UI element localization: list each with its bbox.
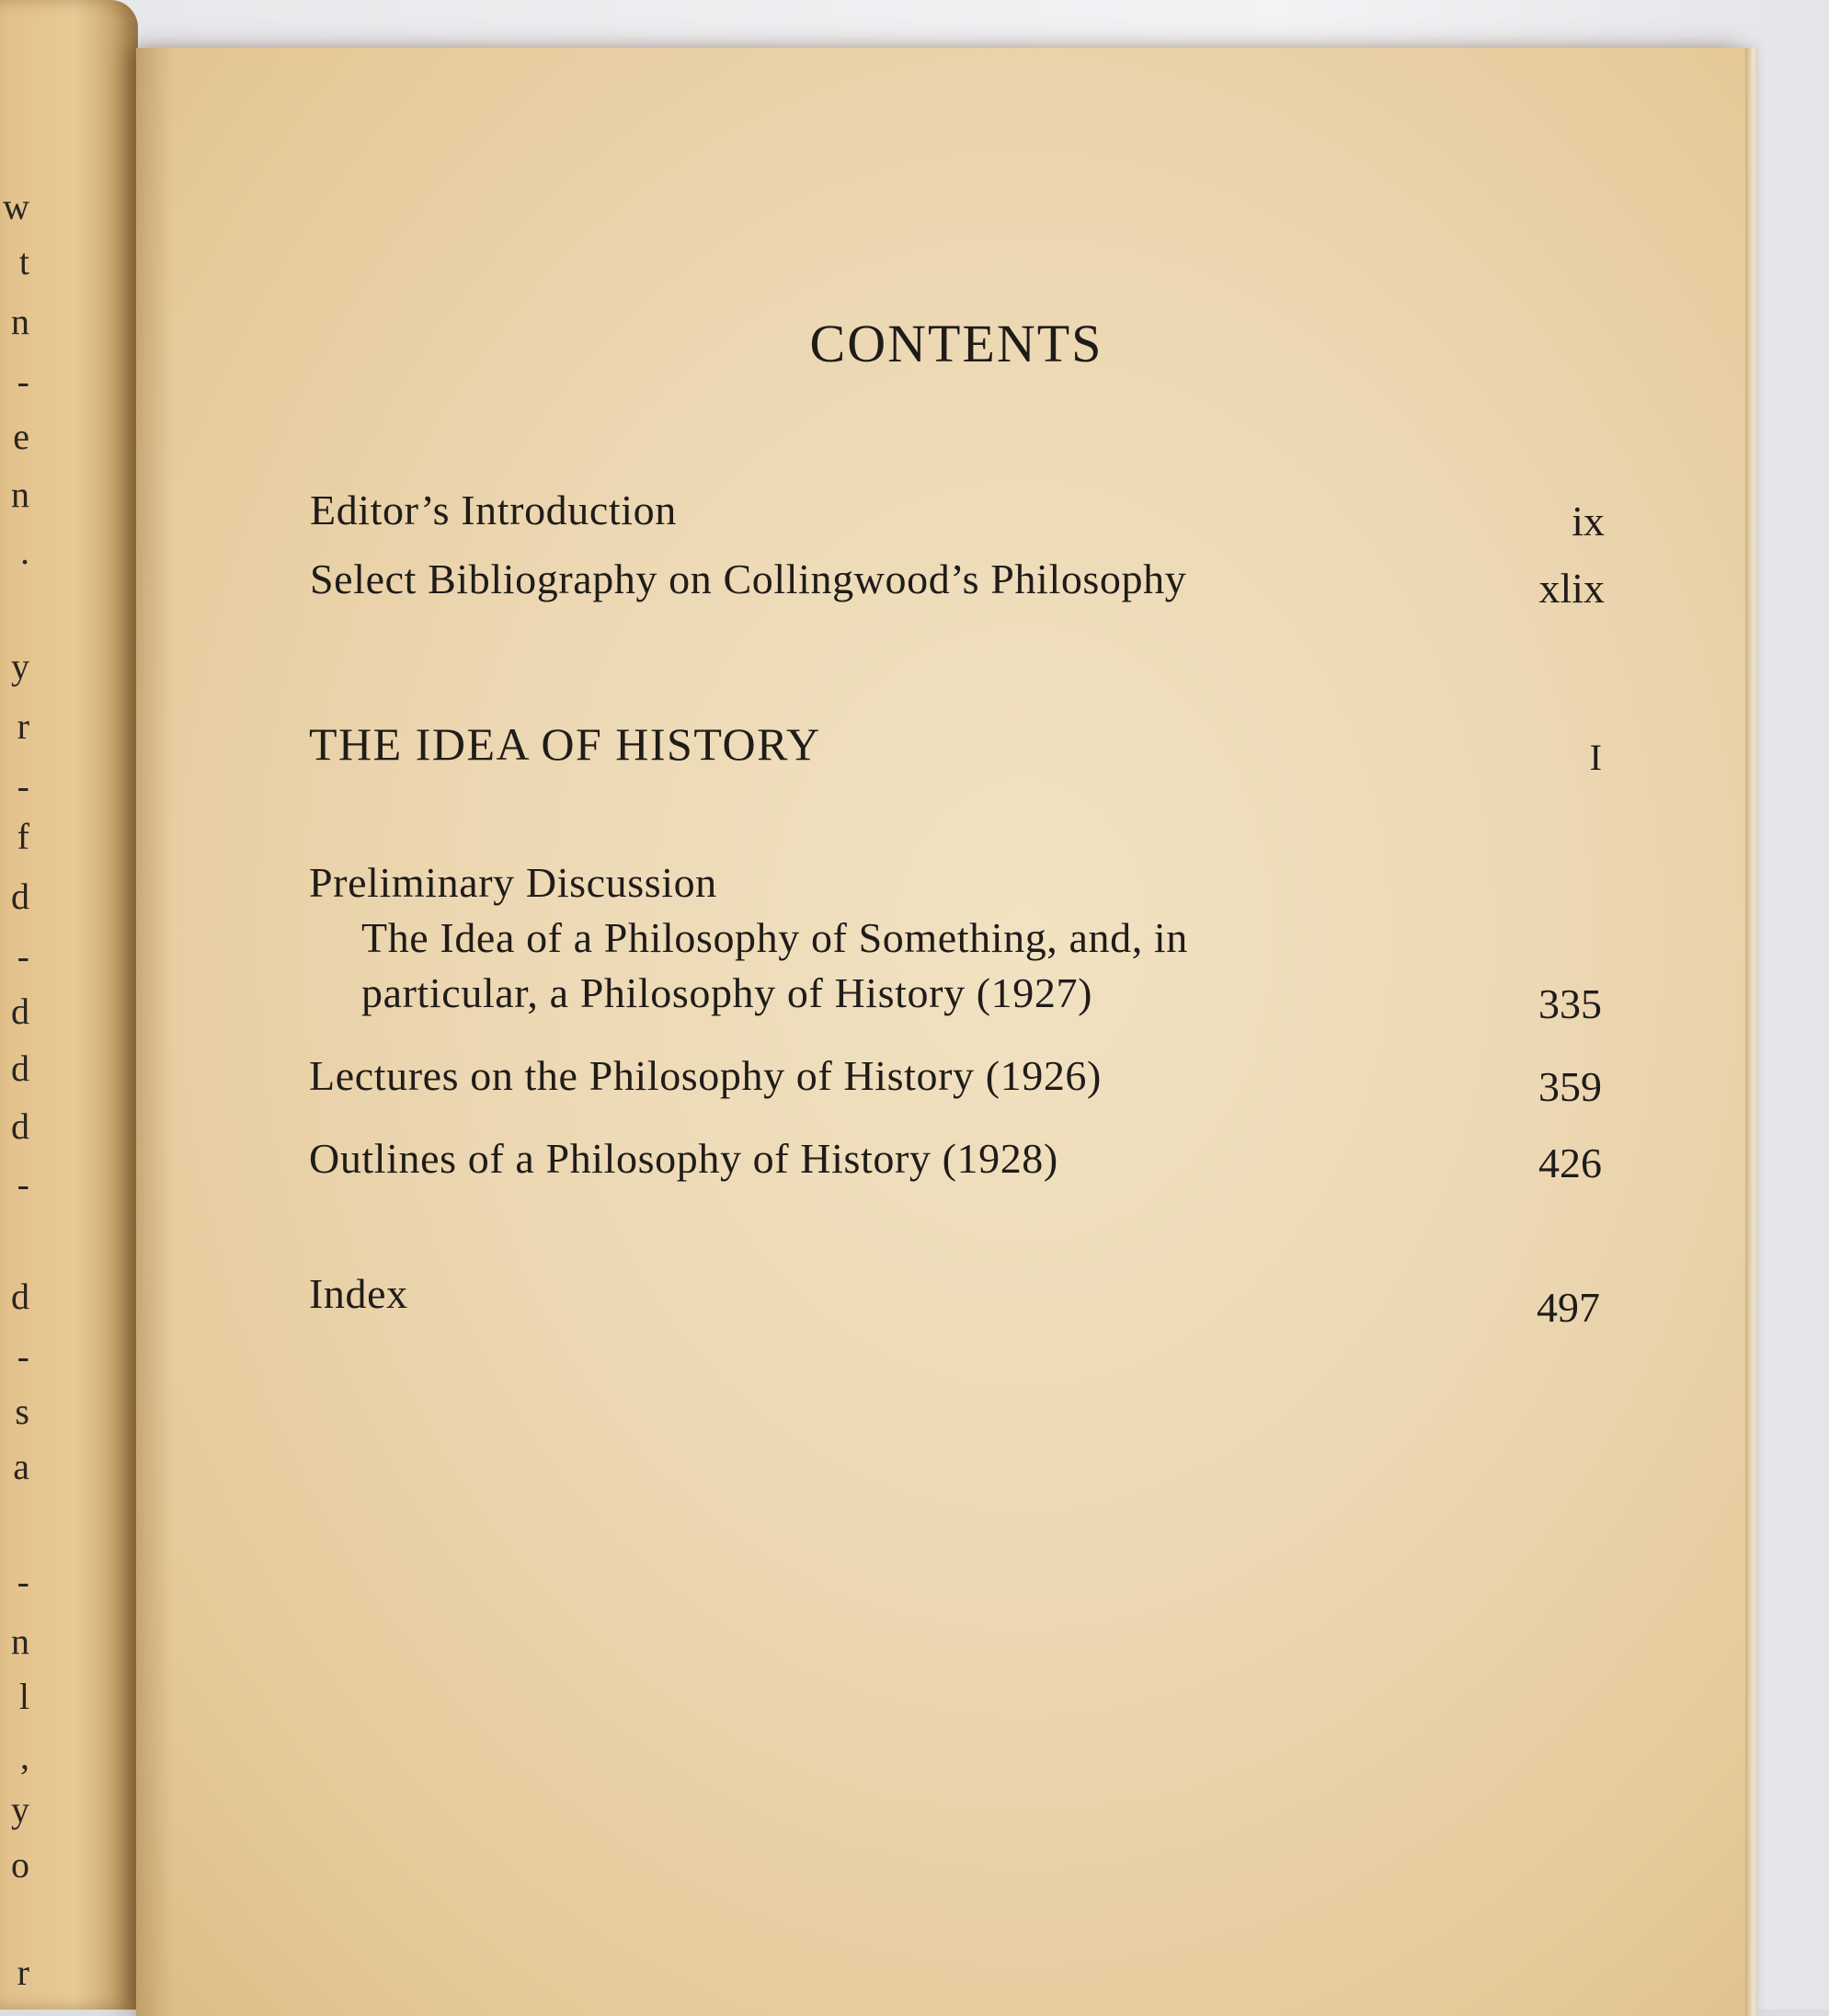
- facing-page-char: y: [11, 646, 29, 687]
- gutter-shadow: [136, 48, 173, 2016]
- facing-page-char: d: [11, 1276, 29, 1317]
- contents-heading: CONTENTS: [809, 314, 1103, 373]
- facing-page-char: .: [20, 531, 29, 572]
- facing-page-char: ,: [20, 1735, 29, 1777]
- toc-entry-page: ix: [1572, 498, 1605, 544]
- toc-entry-page: 497: [1537, 1284, 1600, 1331]
- toc-subentry-title: The Idea of a Philosophy of Something, and, in: [361, 914, 1188, 961]
- facing-page-char: y: [11, 1789, 29, 1830]
- toc-subentry-title: particular, a Philosophy of History (1927): [361, 969, 1093, 1016]
- facing-page-char: s: [15, 1391, 29, 1432]
- facing-page-char: n: [11, 1621, 29, 1662]
- page-fore-edge: [1745, 48, 1758, 2016]
- facing-page-char: -: [17, 361, 29, 402]
- facing-page-char: l: [18, 1676, 29, 1717]
- facing-page-char: -: [17, 1335, 29, 1377]
- toc-entry-title: Select Bibliography on Collingwood’s Philosophy: [310, 556, 1187, 602]
- toc-entry-page: 426: [1538, 1140, 1602, 1186]
- facing-page-char: -: [17, 1163, 29, 1205]
- facing-page-char: f: [17, 816, 29, 857]
- toc-section-heading: THE IDEA OF HISTORY: [309, 718, 821, 770]
- facing-page-char: r: [17, 1952, 29, 1993]
- facing-page-char: -: [17, 1561, 29, 1602]
- toc-entry-title: Outlines of a Philosophy of History (1928): [309, 1135, 1058, 1182]
- facing-page-text: [0, 0, 37, 2010]
- facing-page-char: r: [17, 705, 29, 747]
- facing-page-char: d: [11, 876, 29, 917]
- toc-entry-page: 335: [1538, 980, 1602, 1027]
- facing-page-char: d: [11, 1048, 29, 1089]
- toc-entry-title: Editor’s Introduction: [310, 487, 677, 533]
- facing-page-char: w: [3, 186, 29, 227]
- facing-page-char: e: [13, 416, 29, 457]
- toc-entry-title: Index: [309, 1270, 408, 1317]
- facing-page-char: d: [11, 991, 29, 1032]
- facing-page-char: -: [17, 765, 29, 807]
- toc-entry-page: 359: [1538, 1063, 1602, 1110]
- facing-page-char: a: [13, 1446, 29, 1487]
- facing-page-char: t: [18, 241, 29, 282]
- facing-page-char: n: [11, 301, 29, 342]
- facing-page-char: n: [11, 474, 29, 515]
- toc-entry-page: I: [1589, 737, 1602, 778]
- toc-entry-title: Lectures on the Philosophy of History (1926): [309, 1052, 1102, 1099]
- toc-entry-title: Preliminary Discussion: [309, 859, 717, 906]
- facing-page-char: -: [17, 935, 29, 977]
- facing-page-char: o: [11, 1844, 29, 1885]
- toc-entry-page: xlix: [1538, 565, 1605, 612]
- facing-page-char: d: [11, 1105, 29, 1147]
